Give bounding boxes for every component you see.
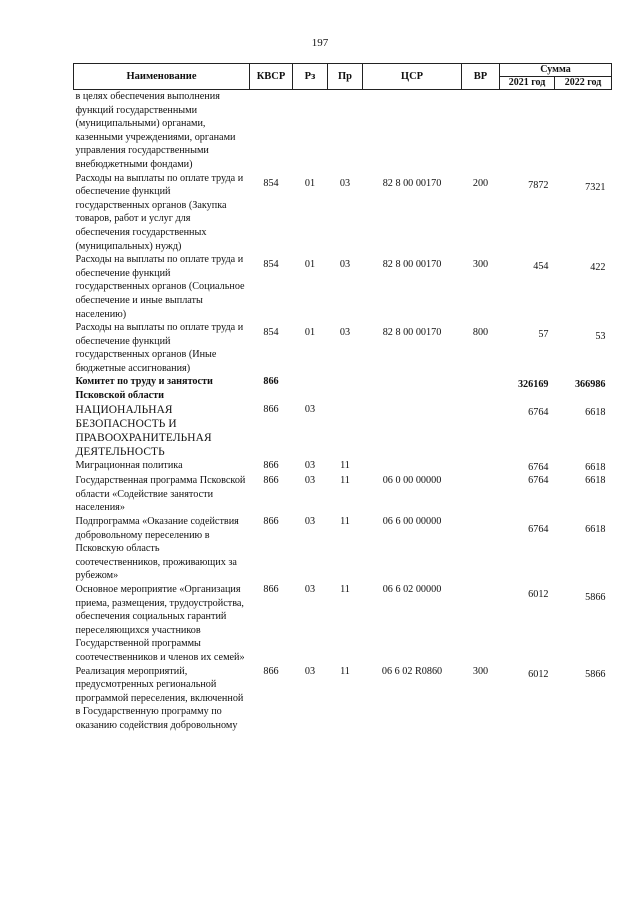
row-pr: 03 — [339, 259, 351, 271]
row-rz: 01 — [304, 177, 316, 189]
row-rz: 01 — [304, 327, 316, 339]
row-rz: 03 — [304, 516, 316, 528]
row-kvsr: 866 — [263, 516, 279, 528]
row-name: Государственная программа Псковской области «Содействие занятости населения» — [75, 475, 246, 514]
row-sum-2021: 6764 — [528, 475, 549, 487]
row-sum-2022: 5866 — [585, 592, 606, 603]
row-csr — [363, 459, 462, 475]
row-rz: 03 — [304, 665, 316, 677]
row-kvsr: 854 — [263, 327, 279, 339]
table-row — [74, 474, 612, 515]
row-sum-2022: 366986 — [574, 379, 606, 391]
row-csr — [363, 403, 462, 459]
row-name: НАЦИОНАЛЬНАЯ БЕЗОПАСНОСТЬ И ПРАВООХРАНИТЕЛЬНАЯ ДЕЯТЕЛЬНОСТЬ — [75, 403, 212, 458]
row-name: в целях обеспечения выполнения функций государственными (муниципальными) органами, казенными учреждениями, органами управления государственными внебюджетными фондами) — [75, 91, 236, 170]
table-row — [74, 172, 612, 254]
row-csr: 06 6 00 00000 — [382, 516, 442, 528]
row-kvsr — [250, 90, 293, 172]
row-rz: 03 — [304, 459, 316, 471]
row-name: Миграционная политика — [75, 459, 183, 471]
row-vr — [462, 375, 500, 402]
row-pr: 11 — [340, 516, 350, 528]
row-rz: 03 — [304, 403, 316, 415]
page-number: 197 — [311, 37, 329, 49]
row-vr — [462, 90, 500, 172]
row-vr: 200 — [472, 177, 489, 189]
row-name: Расходы на выплаты по оплате труда и обеспечение функций государственных органов (Закупка товаров, работ и услуг для обеспечения государственных (муниципальных) нужд) — [75, 172, 244, 252]
row-vr — [462, 474, 500, 515]
row-vr — [462, 459, 500, 475]
header-csr: ЦСР — [363, 64, 462, 90]
row-kvsr: 866 — [263, 665, 279, 677]
row-sum-2021: 6012 — [528, 668, 549, 680]
row-sum-2021 — [500, 90, 555, 172]
row-pr: 03 — [339, 177, 351, 189]
row-rz: 03 — [304, 584, 316, 595]
table-row — [74, 375, 612, 402]
row-name: Основное мероприятие «Организация приема, размещения, трудоустройства, обеспечения социальных гарантий переселяющихся участников Государственной программы соотечественников и членов их семей» — [75, 584, 245, 663]
row-sum-2022: 5866 — [585, 668, 606, 680]
row-kvsr: 866 — [263, 475, 279, 487]
table-row — [74, 583, 612, 665]
row-kvsr: 866 — [263, 376, 279, 388]
row-sum-2022: 6618 — [585, 406, 606, 418]
row-sum-2022: 7321 — [585, 181, 606, 193]
row-vr — [462, 403, 500, 459]
row-sum-2021: 7872 — [528, 179, 549, 191]
row-name: Реализация мероприятий, предусмотренных региональной программой переселения, включенной в Государственную программу по оказанию содействия добровольному — [75, 665, 244, 731]
row-csr: 06 6 02 00000 — [382, 584, 442, 595]
row-name: Комитет по труду и занятости Псковской области — [75, 376, 213, 402]
row-csr: 82 8 00 00170 — [382, 177, 442, 189]
row-pr: 11 — [340, 665, 350, 677]
row-sum-2021: 6764 — [528, 461, 549, 473]
row-csr: 06 6 02 R0860 — [381, 665, 443, 677]
row-rz: 01 — [304, 259, 316, 271]
row-name: Подпрограмма «Оказание содействия добровольному переселению в Псковскую область соотечественников, проживающих за рубежом» — [75, 516, 239, 582]
row-sum-2022: 6618 — [585, 475, 606, 487]
row-csr: 82 8 00 00170 — [382, 259, 442, 271]
row-sum-2021: 6764 — [528, 524, 549, 536]
row-pr: 11 — [340, 475, 350, 487]
row-csr — [363, 90, 462, 172]
table-row — [74, 459, 612, 475]
row-csr: 82 8 00 00170 — [382, 327, 442, 339]
header-rz: Рз — [293, 64, 328, 90]
row-sum-2021: 6764 — [528, 406, 549, 418]
row-vr: 800 — [472, 327, 489, 339]
row-kvsr: 854 — [263, 177, 279, 189]
row-sum-2022: 6618 — [585, 461, 606, 473]
row-kvsr: 866 — [263, 584, 279, 595]
row-pr: 03 — [339, 327, 351, 339]
row-rz — [293, 90, 328, 172]
row-sum-2021: 454 — [533, 261, 549, 273]
row-pr — [328, 375, 363, 402]
budget-table — [73, 63, 612, 733]
table-row — [74, 321, 612, 375]
row-sum-2022: 422 — [590, 262, 606, 274]
row-sum-2022: 6618 — [585, 524, 606, 536]
row-vr — [462, 583, 500, 665]
table-row — [74, 253, 612, 321]
row-vr: 300 — [472, 665, 489, 677]
row-name: Расходы на выплаты по оплате труда и обеспечение функций государственных органов (Иные бюджетные ассигнования) — [75, 322, 244, 374]
row-pr — [328, 403, 363, 459]
header-kvsr: КВСР — [250, 64, 293, 90]
row-pr: 11 — [340, 459, 350, 471]
row-csr: 06 0 00 00000 — [382, 475, 442, 487]
table-row — [74, 665, 612, 733]
table-row — [74, 90, 612, 172]
row-pr: 11 — [340, 584, 350, 595]
header-year-2022: 2022 год — [555, 77, 612, 90]
row-sum-2022: 53 — [595, 331, 606, 343]
table-header — [74, 64, 612, 90]
header-year-2021: 2021 год — [500, 77, 555, 90]
row-vr: 300 — [472, 259, 489, 271]
table-row — [74, 403, 612, 459]
header-name: Наименование — [74, 64, 250, 90]
row-kvsr: 866 — [263, 403, 279, 415]
row-rz: 03 — [304, 475, 316, 487]
row-kvsr: 866 — [263, 459, 279, 471]
header-pr: Пр — [328, 64, 363, 90]
table-row — [74, 515, 612, 583]
row-sum-2022 — [555, 90, 612, 172]
row-vr — [462, 515, 500, 583]
row-sum-2021: 6012 — [528, 589, 549, 600]
row-csr — [363, 375, 462, 402]
header-vr: ВР — [462, 64, 500, 90]
row-pr — [328, 90, 363, 172]
header-sum: Сумма — [500, 64, 612, 77]
row-name: Расходы на выплаты по оплате труда и обеспечение функций государственных органов (Социальное обеспечение и иные выплаты населению) — [75, 254, 245, 320]
row-kvsr: 854 — [263, 259, 279, 271]
row-sum-2021: 326169 — [517, 379, 549, 391]
row-rz — [293, 375, 328, 402]
row-sum-2021: 57 — [538, 329, 549, 341]
